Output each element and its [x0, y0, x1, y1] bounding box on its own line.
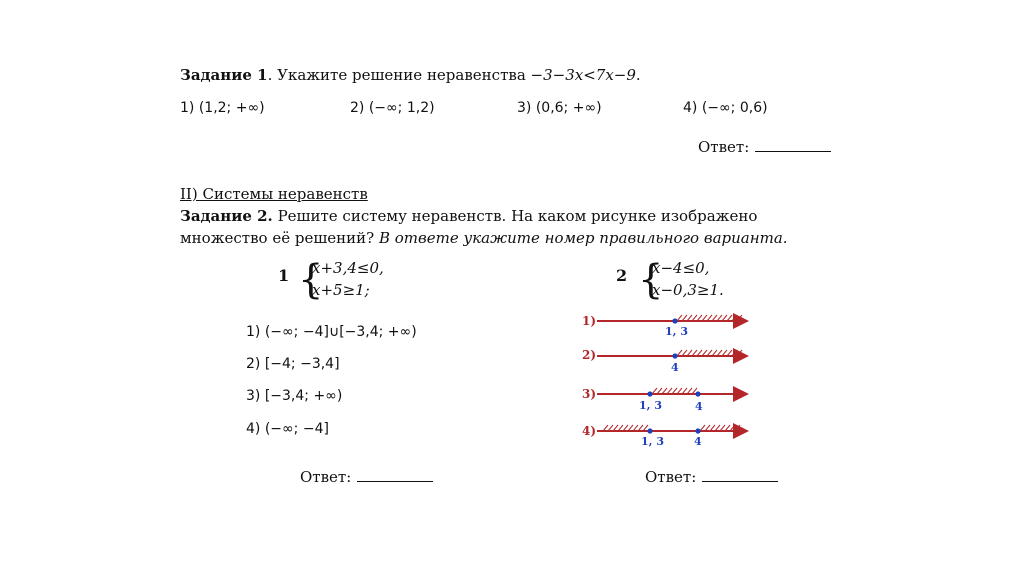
number-line-2-label: 2)	[582, 348, 597, 362]
number-line-2	[582, 348, 747, 374]
task2-answer-blank-1[interactable]	[357, 480, 433, 482]
task2-text-italic: В ответе укажите номер правильного варианта.	[378, 229, 788, 247]
system2-brace: {	[638, 257, 664, 303]
task1-option-4: 4) (−∞; 0,6)	[683, 100, 768, 116]
task2-option-2: 2) [−4; −3,4]	[246, 356, 340, 372]
number-line-1-point	[672, 318, 677, 323]
task1-answer-blank[interactable]	[755, 150, 831, 152]
number-line-4-point-b	[695, 428, 700, 433]
task2-option-1: 1) (−∞; −4]∪[−3,4; +∞)	[246, 324, 417, 340]
number-line-4	[582, 424, 747, 448]
number-line-2-point	[672, 353, 677, 358]
number-line-3	[582, 387, 747, 413]
task1-answer-label: Ответ:	[698, 138, 750, 156]
task2-text-line2: множество её решений?	[180, 229, 379, 247]
number-line-1-point-label: 1, 3	[665, 325, 688, 338]
task1-inequality: −3−3x<7x−9	[530, 66, 636, 84]
number-line-4-point-b-label: 4	[694, 435, 702, 448]
task2-answer-1	[300, 468, 433, 486]
number-line-3-point-b	[695, 391, 700, 396]
task1-label: Задание 1	[180, 66, 268, 84]
system2-line2: x−0,3≥1.	[652, 281, 724, 299]
task2-statement-line1	[180, 207, 840, 225]
task1-period: .	[635, 66, 641, 84]
number-line-4-point-a-label: 1, 3	[641, 435, 664, 448]
number-line-4-label: 4)	[582, 424, 597, 438]
system1-line1: x+3,4≤0,	[312, 259, 384, 277]
number-line-3-point-a-label: 1, 3	[639, 399, 662, 412]
task1-statement	[180, 66, 641, 84]
task2-answer-label-2: Ответ:	[645, 468, 697, 486]
system2-line1: x−4≤0,	[652, 259, 710, 277]
task2-answer-2	[645, 468, 778, 486]
task2-answer-blank-2[interactable]	[702, 480, 778, 482]
task2-option-4: 4) (−∞; −4]	[246, 421, 329, 437]
task2-text-line1: Решите систему неравенств. На каком рисунке изображено	[272, 207, 758, 225]
task1-option-1: 1) (1,2; +∞)	[180, 100, 265, 116]
number-line-1	[582, 314, 747, 338]
system1-brace: {	[298, 257, 324, 303]
section2-title: II) Системы неравенств	[180, 185, 368, 203]
number-line-3-label: 3)	[582, 387, 597, 401]
task1-text: . Укажите решение неравенства	[267, 66, 531, 84]
system1-number: 1	[278, 266, 290, 285]
task1-option-2: 2) (−∞; 1,2)	[350, 100, 435, 116]
number-line-2-point-label: 4	[671, 361, 679, 374]
system2-number: 2	[616, 266, 628, 285]
number-line-3-point-b-label: 4	[695, 400, 703, 413]
task1-option-3: 3) (0,6; +∞)	[517, 100, 602, 116]
number-line-4-point-a	[647, 428, 652, 433]
number-line-1-label: 1)	[582, 314, 597, 328]
task2-label: Задание 2.	[180, 207, 273, 225]
number-line-3-point-a	[647, 391, 652, 396]
system1-line2: x+5≥1;	[312, 281, 370, 299]
number-lines-figure	[575, 305, 760, 450]
task2-option-3: 3) [−3,4; +∞)	[246, 388, 343, 404]
task2-statement-line2	[180, 229, 788, 247]
task2-answer-label-1: Ответ:	[300, 468, 352, 486]
task1-answer	[698, 138, 831, 156]
